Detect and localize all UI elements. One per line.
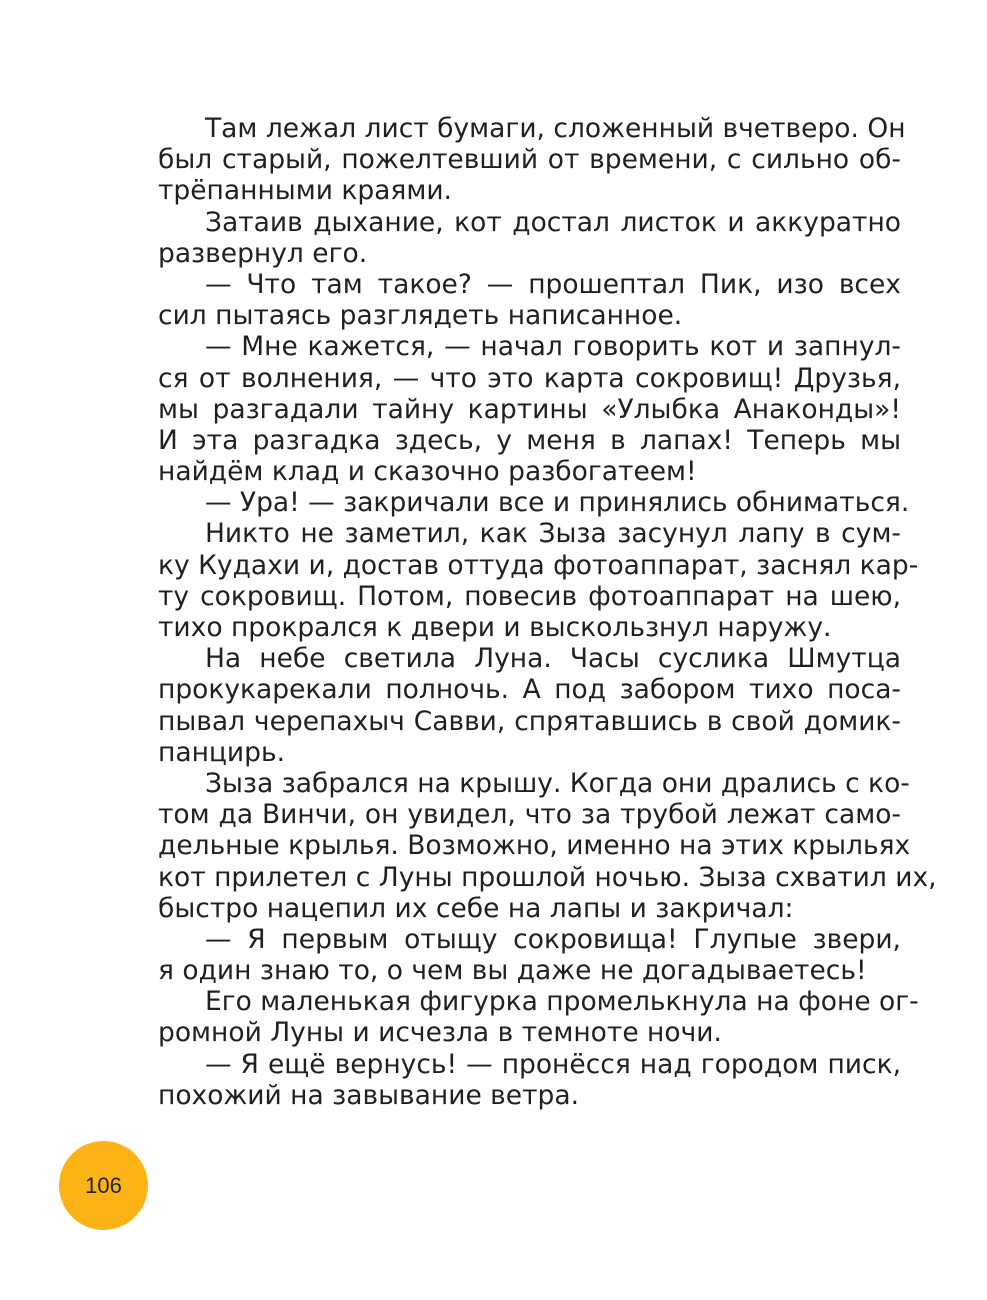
text-line: быстро нацепил их себе на лапы и закричал: <box>158 892 794 924</box>
text-line: Там лежал лист бумаги, сложенный вчетверо. Он <box>205 113 906 144</box>
text-line: панцирь. <box>158 736 286 768</box>
text-line: Зыза забрался на крышу. Когда они дрались с ко- <box>205 767 910 799</box>
text-line: был старый, пожелтевший от времени, с сильно об- <box>158 144 901 176</box>
page-number: 106 <box>85 1172 122 1198</box>
text-line: сил пытаясь разглядеть написанное. <box>158 300 683 332</box>
text-line: — Я первым отыщу сокровища! Глупые звери, <box>205 923 901 955</box>
text-line: — Ура! — закричали все и принялись обниматься. <box>205 487 910 519</box>
text-line: Затаив дыхание, кот достал листок и аккуратно <box>205 206 901 238</box>
text-line: развернул его. <box>158 237 368 269</box>
text-line: пывал черепахыч Савви, спрятавшись в свой домик- <box>158 705 901 737</box>
text-line: ромной Луны и исчезла в темноте ночи. <box>158 1017 722 1049</box>
text-line: прокукарекали полночь. А под забором тихо поса- <box>158 674 901 706</box>
text-line: Никто не заметил, как Зыза засунул лапу в сум- <box>205 518 901 550</box>
text-line: тихо прокрался к двери и выскользнул наружу. <box>158 612 832 643</box>
text-line: — Мне кажется, — начал говорить кот и запнул- <box>205 331 901 363</box>
text-line: найдём клад и сказочно разбогатеем! <box>158 456 697 488</box>
text-line: ся от волнения, — что это карта сокровищ! Друзья, <box>158 362 901 394</box>
text-line: том да Винчи, он увидел, что за трубой лежат само- <box>158 799 901 831</box>
text-line: ку Кудахи и, достав оттуда фотоаппарат, заснял кар- <box>158 549 919 581</box>
text-line: похожий на завывание ветра. <box>158 1079 580 1111</box>
text-line: И эта разгадка здесь, у меня в лапах! Теперь мы <box>158 424 901 456</box>
text-line: ту сокровищ. Потом, повесив фотоаппарат на шею, <box>158 580 901 612</box>
text-line: я один знаю то, о чем вы даже не догадываетесь! <box>158 955 867 987</box>
text-line: мы разгадали тайну картины «Улыбка Анаконды»! <box>158 393 901 425</box>
text-line: — Что там такое? — прошептал Пик, изо всех <box>205 268 901 300</box>
story-text <box>158 113 937 1111</box>
text-line: — Я ещё вернусь! — пронёсся над городом писк, <box>205 1048 901 1080</box>
text-line: Его маленькая фигурка промелькнула на фоне ог- <box>205 986 919 1018</box>
text-line: трёпанными краями. <box>158 175 452 207</box>
text-line: кот прилетел с Луны прошлой ночью. Зыза схватил их, <box>158 861 937 893</box>
text-line: дельные крылья. Возможно, именно на этих крыльях <box>158 830 911 862</box>
text-line: На небе светила Луна. Часы суслика Шмутца <box>205 643 901 675</box>
page-number-badge <box>59 1141 148 1230</box>
